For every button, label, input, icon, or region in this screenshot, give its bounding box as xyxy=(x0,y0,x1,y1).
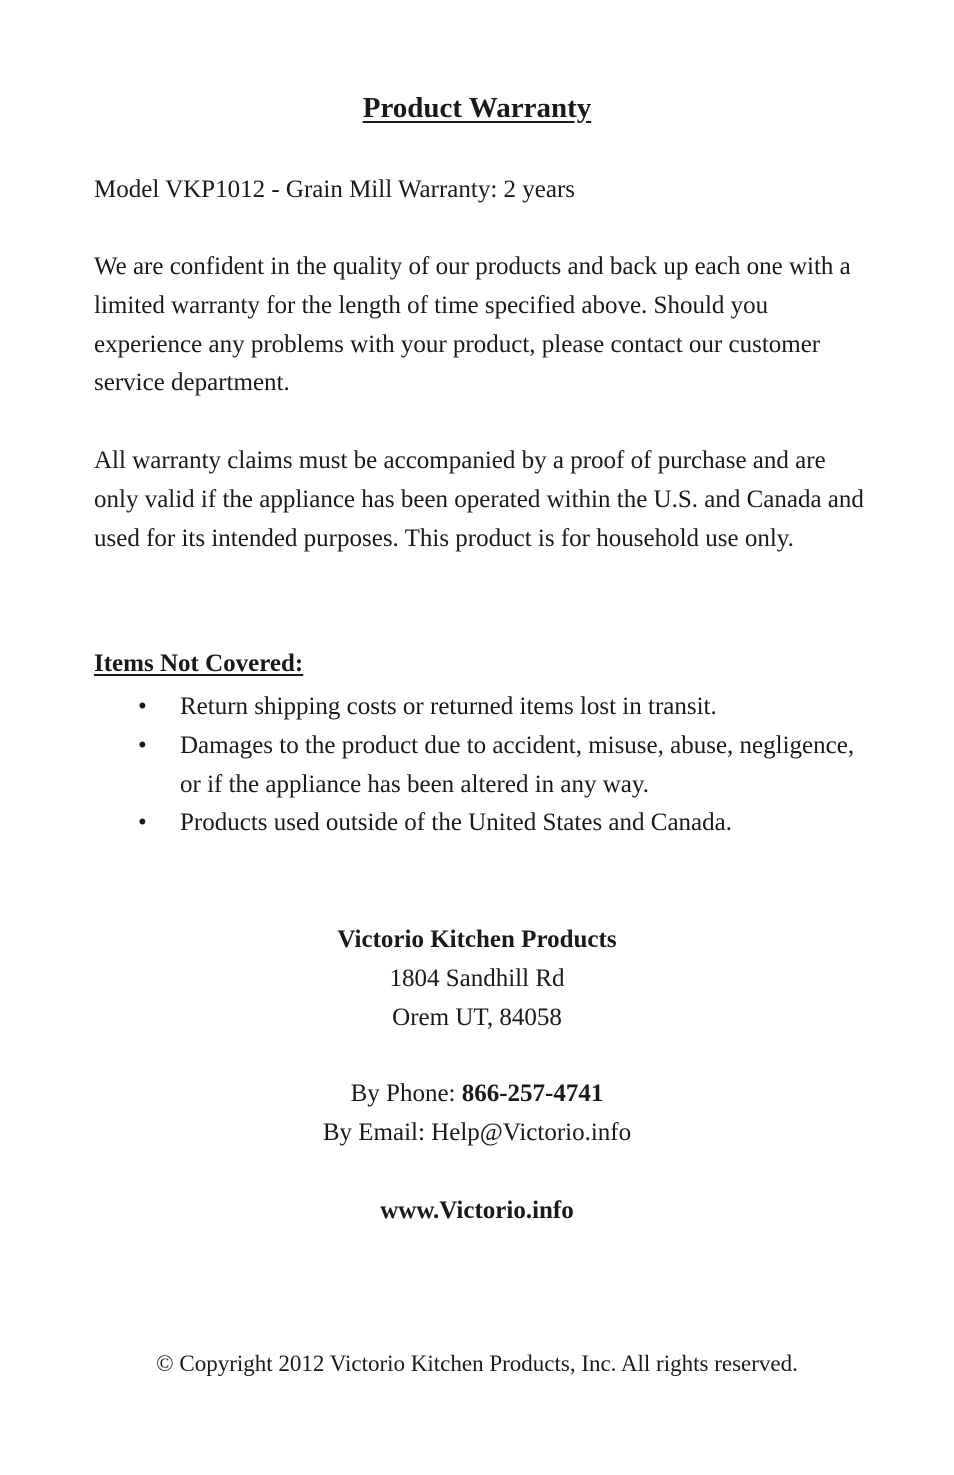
list-item-text: Return shipping costs or returned items lost in transit. xyxy=(180,693,717,720)
company-name: Victorio Kitchen Products xyxy=(337,926,617,953)
phone-number: 866-257-4741 xyxy=(461,1080,604,1107)
email-line: By Email: Help@Victorio.info xyxy=(322,1118,632,1146)
address-line-1: 1804 Sandhill Rd xyxy=(389,964,565,992)
bullet-icon: • xyxy=(138,731,147,759)
warranty-claims-paragraph: All warranty claims must be accompanied by a proof of purchase and are only valid if the appliance has been operated within the U.S. and Canada and used for its intended purposes. This product is for household use only. xyxy=(94,447,864,552)
warranty-intro-paragraph: We are confident in the quality of our products and back up each one with a limited warranty for the length of time specified above. Should you experience any problems with your product, please contact our customer service department. xyxy=(94,253,851,397)
page-title: Product Warranty xyxy=(362,92,592,124)
list-item xyxy=(94,688,869,727)
website-link: www.Victorio.info xyxy=(380,1197,574,1224)
list-item xyxy=(94,727,869,805)
bullet-icon: • xyxy=(138,693,147,720)
company-address-block xyxy=(0,921,954,1037)
bullet-icon: • xyxy=(138,809,147,837)
phone-line xyxy=(0,1075,954,1114)
model-warranty-line: Model VKP1012 - Grain Mill Warranty: 2 years xyxy=(94,176,576,203)
contact-block xyxy=(0,1075,954,1153)
phone-label: By Phone: xyxy=(350,1080,462,1107)
list-item xyxy=(94,804,869,843)
address-line-2: Orem UT, 84058 xyxy=(392,1003,562,1031)
items-not-covered-heading: Items Not Covered: xyxy=(94,650,304,677)
list-item-text: Products used outside of the United States and Canada. xyxy=(180,809,732,837)
copyright-notice: © Copyright 2012 Victorio Kitchen Products, Inc. All rights reserved. xyxy=(156,1351,798,1376)
items-not-covered-list xyxy=(94,688,869,843)
list-item-text: Damages to the product due to accident, misuse, abuse, negligence, or if the appliance has been altered in any way. xyxy=(180,731,855,798)
